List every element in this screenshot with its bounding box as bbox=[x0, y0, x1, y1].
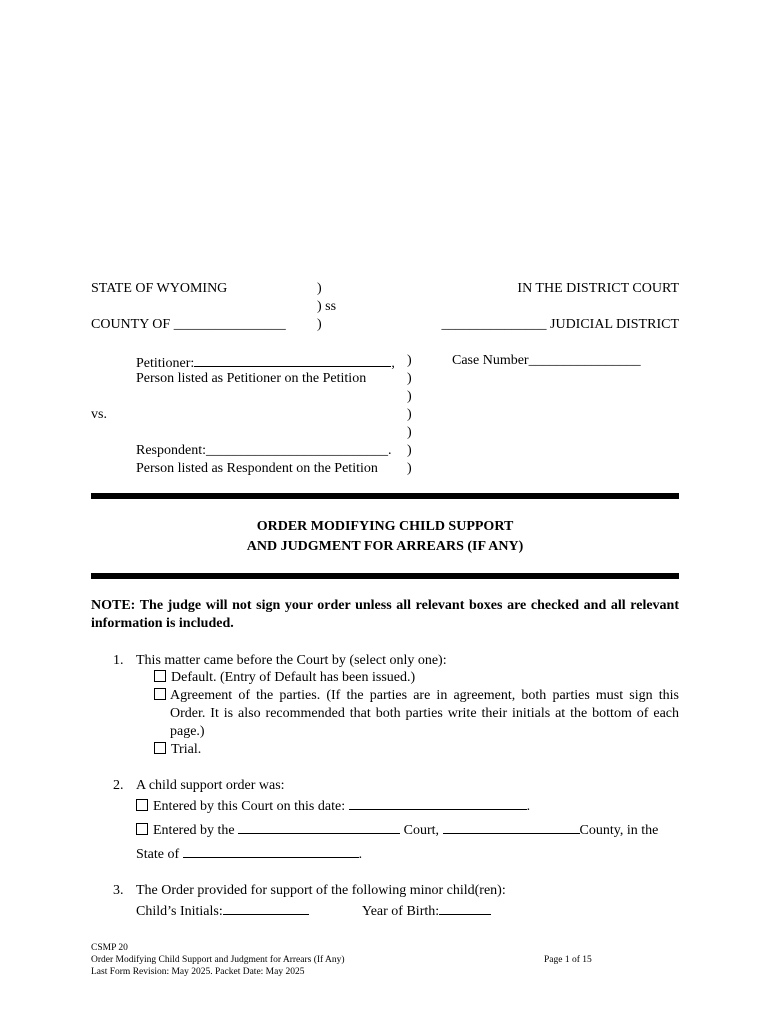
item2-number: 2. bbox=[113, 778, 124, 793]
form-code: CSMP 20 bbox=[91, 943, 128, 953]
petitioner-name-field[interactable] bbox=[194, 352, 391, 367]
caption-paren: ) bbox=[317, 317, 322, 332]
state-name-field[interactable] bbox=[183, 843, 359, 858]
default-checkbox[interactable] bbox=[154, 670, 166, 682]
vs-label: vs. bbox=[91, 407, 107, 422]
caption-ss: ) ss bbox=[317, 299, 337, 314]
period: . bbox=[526, 799, 531, 814]
entered-by-label: Entered by the bbox=[153, 823, 235, 838]
caption-paren: ) bbox=[407, 461, 412, 476]
item3-text: The Order provided for support of the following minor child(ren): bbox=[136, 883, 506, 898]
option-entered-this-court bbox=[136, 795, 530, 816]
caption-paren: ) bbox=[407, 371, 412, 386]
caption-paren: ) bbox=[317, 281, 322, 296]
caption-paren: ) bbox=[407, 353, 412, 368]
option-agreement-label: Agreement of the parties. (If the parties are in agreement, both parties must sign this Order. It is also recommended that both parties write their initials at the bottom of each page.) bbox=[170, 688, 679, 739]
item1-text: This matter came before the Court by (select only one): bbox=[136, 653, 447, 668]
year-of-birth-line bbox=[362, 900, 491, 921]
entered-this-court-label: Entered by this Court on this date: bbox=[153, 799, 346, 814]
petitioner-suffix: , bbox=[391, 356, 395, 371]
item1-number: 1. bbox=[113, 653, 124, 668]
caption-paren: ) bbox=[407, 443, 412, 458]
petitioner-sub: Person listed as Petitioner on the Petition bbox=[136, 371, 367, 386]
item2-text: A child support order was: bbox=[136, 778, 285, 793]
entered-date-field[interactable] bbox=[349, 795, 527, 810]
form-title: Order Modifying Child Support and Judgment for Arrears (If Any) bbox=[91, 955, 345, 965]
petitioner-label: Petitioner: bbox=[136, 356, 195, 371]
child-initials-label: Child’s Initials: bbox=[136, 904, 223, 919]
respondent-sub: Person listed as Respondent on the Petition bbox=[136, 461, 378, 476]
option-default-label: Default. (Entry of Default has been issued.) bbox=[171, 670, 416, 685]
court-label: IN THE DISTRICT COURT bbox=[517, 281, 679, 296]
bottom-rule bbox=[91, 573, 679, 579]
note-text: NOTE: The judge will not sign your order unless all relevant boxes are checked and all relevant information is included. bbox=[91, 598, 679, 631]
county-word: County, in the bbox=[579, 823, 659, 838]
state-label: STATE OF WYOMING bbox=[91, 281, 228, 296]
page-number: Page 1 of 15 bbox=[544, 955, 592, 965]
year-of-birth-field[interactable] bbox=[439, 900, 491, 915]
court-word: Court, bbox=[403, 823, 440, 838]
state-of-label: State of bbox=[136, 847, 180, 862]
district-label: _______________ JUDICIAL DISTRICT bbox=[441, 317, 679, 332]
caption-paren: ) bbox=[407, 389, 412, 404]
caption-paren: ) bbox=[407, 407, 412, 422]
document-title-line2: AND JUDGMENT FOR ARREARS (IF ANY) bbox=[246, 539, 524, 554]
state-of-line bbox=[136, 843, 362, 864]
top-rule bbox=[91, 493, 679, 499]
child-initials-line bbox=[136, 900, 309, 921]
case-number: Case Number________________ bbox=[452, 353, 641, 368]
option-trial bbox=[154, 741, 201, 759]
court-name-field[interactable] bbox=[238, 819, 400, 834]
county-label: COUNTY OF ________________ bbox=[91, 317, 286, 332]
option-default bbox=[154, 669, 415, 687]
option-trial-label: Trial. bbox=[171, 742, 202, 757]
item3-number: 3. bbox=[113, 883, 124, 898]
period: . bbox=[358, 847, 363, 862]
respondent-label: Respondent:__________________________. bbox=[136, 443, 392, 458]
county-name-field[interactable] bbox=[443, 819, 580, 834]
caption-paren: ) bbox=[407, 425, 412, 440]
option-entered-by-other bbox=[136, 819, 679, 840]
form-revision: Last Form Revision: May 2025. Packet Date: May 2025 bbox=[91, 967, 305, 977]
trial-checkbox[interactable] bbox=[154, 742, 166, 754]
year-of-birth-label: Year of Birth: bbox=[362, 904, 440, 919]
option-agreement-checkbox-row bbox=[154, 687, 171, 705]
child-initials-field[interactable] bbox=[223, 900, 309, 915]
document-title-line1: ORDER MODIFYING CHILD SUPPORT bbox=[256, 519, 514, 534]
entered-this-court-checkbox[interactable] bbox=[136, 799, 148, 811]
agreement-checkbox[interactable] bbox=[154, 688, 166, 700]
entered-by-other-checkbox[interactable] bbox=[136, 823, 148, 835]
